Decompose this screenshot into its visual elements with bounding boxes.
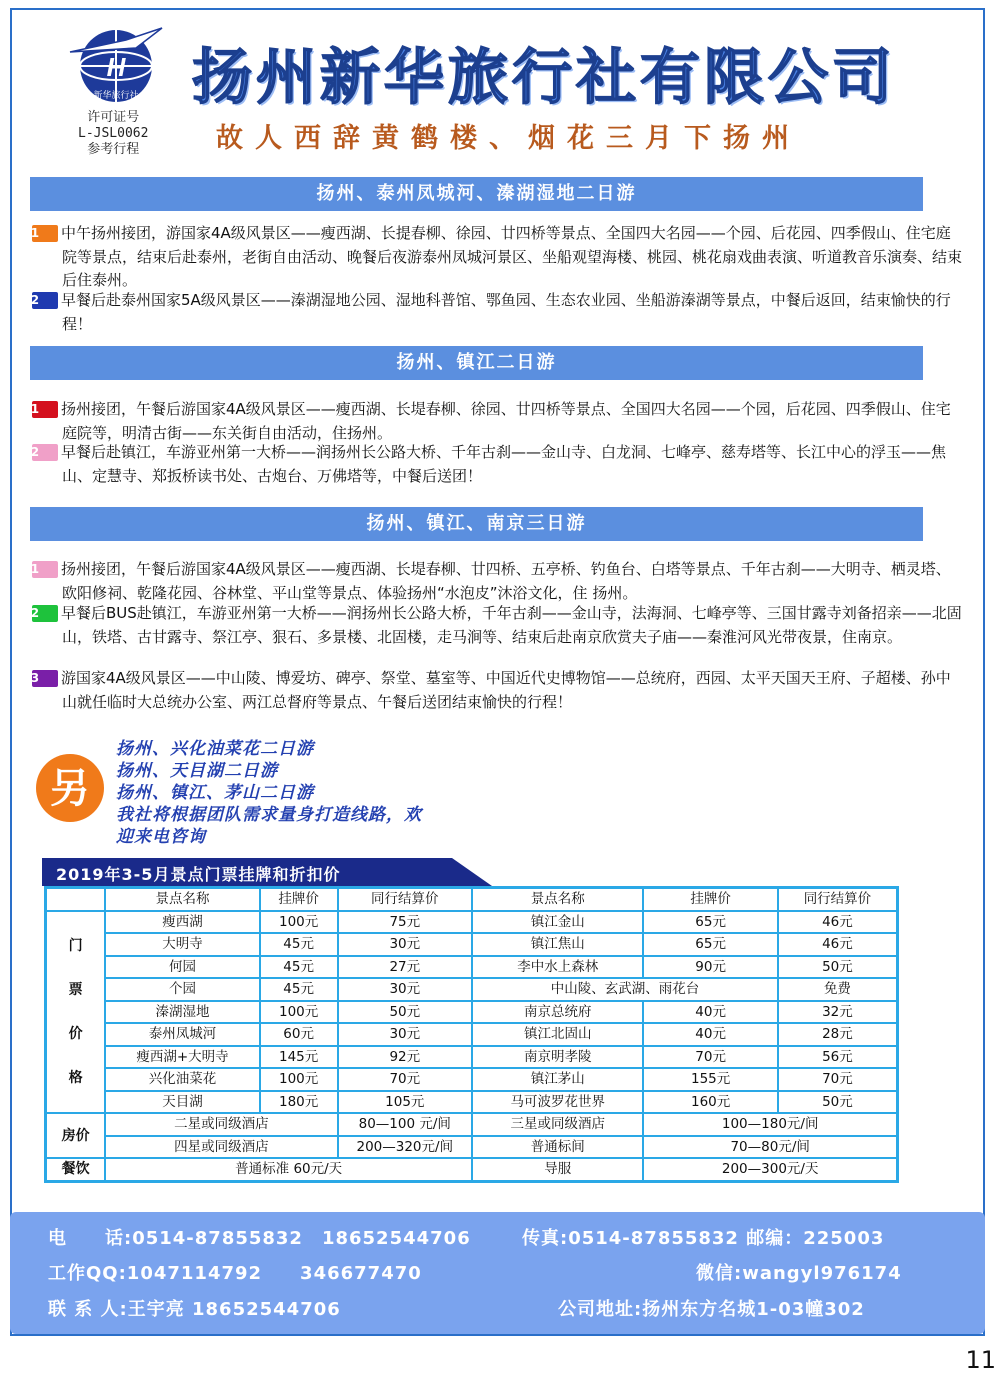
table-cell: 27元	[338, 956, 473, 979]
route-line: 扬州、镇江、茅山二日游	[116, 783, 314, 803]
other-routes-icon	[34, 752, 106, 824]
table-cell: 个园	[105, 978, 259, 1001]
table-cell: 100—180元/间	[643, 1113, 897, 1136]
contact-footer	[10, 1212, 985, 1334]
table-cell	[46, 888, 106, 911]
table-cell: 天目湖	[105, 1091, 259, 1114]
route-line: 我社将根据团队需求量身打造线路，欢	[116, 805, 422, 825]
day-badge: D1	[32, 561, 58, 578]
table-cell: 100元	[260, 911, 338, 934]
table-cell: 70—80元/间	[643, 1136, 897, 1159]
table-row	[46, 1091, 898, 1114]
itinerary-day	[20, 222, 963, 293]
day-badge: D2	[32, 605, 58, 622]
table-header: 景点名称	[472, 888, 643, 911]
day-text: 中午扬州接团，游国家4A级风景区——瘦西湖、长提春柳、徐园、廿四桥等景点、全国四大名园——个园、后花园、四季假山、住宅庭院等景点，结束后赴泰州，老街自由活动、晚餐后夜游泰州凤城河景区、坐船观望海楼、桃园、桃花扇戏曲表演、听道教音乐演奏、结束后住泰州。	[61, 224, 963, 289]
table-cell: 四星或同级酒店	[105, 1136, 337, 1159]
table-cell: 60元	[260, 1023, 338, 1046]
table-cell: 200—320元/间	[338, 1136, 473, 1159]
table-cell: 三星或同级酒店	[472, 1113, 643, 1136]
slogan: 故人西辞黄鹤楼、烟花三月下扬州	[216, 123, 801, 154]
table-cell: 200—300元/天	[643, 1158, 897, 1181]
table-header: 景点名称	[105, 888, 259, 911]
day-text: 扬州接团，午餐后游国家4A级风景区——瘦西湖、长堤春柳、廿四桥、五亭桥、钓鱼台、白塔等景点、千年古刹——大明寺、栖灵塔、欧阳修祠、乾隆花园、谷林堂、平山堂等景点、体验扬州“水泡皮”沐浴文化，住 扬州。	[61, 560, 951, 602]
table-header: 同行结算价	[338, 888, 473, 911]
table-cell: 70元	[338, 1068, 473, 1091]
day-text: 游国家4A级风景区——中山陵、博爱坊、碑亭、祭堂、墓室等、中国近代史博物馆——总统府，西园、太平天国天王府、子超楼、孙中山就任临时大总统办公室、两江总督府等景点、午餐后送团结束愉快的行程！	[61, 669, 951, 711]
itinerary-day	[20, 602, 962, 649]
wechat-info: 微信:wangyl976174	[696, 1263, 902, 1284]
table-row	[46, 1001, 898, 1024]
table-cell: 28元	[778, 1023, 898, 1046]
table-cell: 65元	[643, 933, 778, 956]
svg-text:H: H	[106, 52, 126, 82]
qq-info: 工作QQ:1047114792 346677470	[48, 1263, 422, 1284]
table-cell: 50元	[778, 1091, 898, 1114]
route-line: 扬州、兴化油菜花二日游	[116, 739, 314, 759]
section-title-1: 扬州、泰州凤城河、溱湖湿地二日游	[30, 177, 923, 211]
table-cell: 40元	[643, 1023, 778, 1046]
permit-number: L-JSL0062	[78, 126, 149, 141]
table-header-row	[46, 888, 898, 911]
table-cell: 100元	[260, 1068, 338, 1091]
company-address: 公司地址:扬州东方名城1-03幢302	[558, 1299, 865, 1320]
contact-person: 联 系 人:王宇亮 18652544706	[48, 1299, 341, 1320]
price-table	[44, 886, 899, 1183]
table-cell: 普通标准 60元/天	[105, 1158, 472, 1181]
table-cell: 145元	[260, 1046, 338, 1069]
reference-label: 参考行程	[87, 142, 140, 157]
table-cell: 46元	[778, 933, 898, 956]
logo-text: 新华旅行社	[93, 91, 139, 101]
table-cell: 中山陵、玄武湖、雨花台	[472, 978, 778, 1001]
table-cell: 镇江茅山	[472, 1068, 643, 1091]
table-cell: 镇江金山	[472, 911, 643, 934]
table-cell: 45元	[260, 933, 338, 956]
page-number: 11	[965, 1346, 996, 1374]
room-price-label: 房价	[46, 1113, 106, 1158]
table-cell: 李中水上森林	[472, 956, 643, 979]
ticket-price-label	[46, 911, 106, 1114]
section-title-3: 扬州、镇江、南京三日游	[30, 507, 923, 541]
table-cell: 30元	[338, 933, 473, 956]
day-text: 扬州接团，午餐后游国家4A级风景区——瘦西湖、长堤春柳、徐园、廿四桥等景点、全国四大名园——个园，后花园、四季假山、住宅庭院等，明清古街——东关街自由活动，住扬州。	[61, 400, 951, 442]
day-badge: D1	[32, 225, 58, 242]
table-cell: 兴化油菜花	[105, 1068, 259, 1091]
permit-label: 许可证号	[87, 110, 140, 125]
table-cell: 30元	[338, 1023, 473, 1046]
table-cell: 180元	[260, 1091, 338, 1114]
itinerary-day	[20, 441, 962, 488]
itinerary-day	[20, 289, 962, 336]
table-row	[46, 1158, 898, 1181]
table-header: 同行结算价	[778, 888, 898, 911]
day-badge: D3	[32, 670, 58, 687]
itinerary-day	[20, 667, 962, 714]
table-cell: 105元	[338, 1091, 473, 1114]
table-row	[46, 1023, 898, 1046]
table-row	[46, 1046, 898, 1069]
table-cell: 二星或同级酒店	[105, 1113, 337, 1136]
itinerary-day	[20, 558, 962, 605]
table-cell: 40元	[643, 1001, 778, 1024]
label-char: 票	[68, 981, 83, 998]
table-cell: 70元	[778, 1068, 898, 1091]
route-line: 扬州、天目湖二日游	[116, 761, 278, 781]
route-line: 迎来电咨询	[116, 827, 206, 847]
day-text: 早餐后赴泰州国家5A级风景区——溱湖湿地公园、湿地科普馆、鄂鱼园、生态农业园、坐船游溱湖等景点，中餐后返回，结束愉快的行程！	[61, 291, 951, 333]
table-cell: 普通标间	[472, 1136, 643, 1159]
section-title-2: 扬州、镇江二日游	[30, 346, 923, 380]
table-cell: 导服	[472, 1158, 643, 1181]
table-cell: 50元	[338, 1001, 473, 1024]
day-text: 早餐后赴镇江，车游亚州第一大桥——润扬州长公路大桥、千年古刹——金山寺、白龙洞、七峰亭、慈寿塔等、长江中心的浮玉——焦山、定慧寺、郑扳桥读书处、古炮台、万佛塔等，中餐后送团！	[61, 443, 947, 485]
table-cell: 马可波罗花世界	[472, 1091, 643, 1114]
permit-block	[78, 110, 148, 158]
table-cell: 溱湖湿地	[105, 1001, 259, 1024]
price-tab-title: 2019年3-5月景点门票挂牌和折扣价	[56, 865, 341, 884]
price-tab	[42, 858, 492, 886]
table-cell: 100元	[260, 1001, 338, 1024]
table-cell: 镇江北固山	[472, 1023, 643, 1046]
day-text: 早餐后BUS赴镇江，车游亚州第一大桥——润扬州长公路大桥，千年古刹——金山寺，法海洞、七峰亭等、三国甘露寺刘备招亲——北固山，铁塔、古甘露寺、祭江亭、狠石、多景楼、北固楼，走马涧等、结束后赴南京欣赏夫子庙——秦淮河风光带夜景，住南京。	[61, 604, 962, 646]
company-name: 扬州新华旅行社有限公司	[192, 43, 896, 113]
table-cell: 155元	[643, 1068, 778, 1091]
table-cell: 镇江焦山	[472, 933, 643, 956]
table-header: 挂牌价	[643, 888, 778, 911]
day-badge: D2	[32, 292, 58, 309]
other-routes-list	[116, 738, 422, 848]
phone-info: 电 话:0514-87855832 18652544706	[48, 1228, 471, 1249]
table-cell: 65元	[643, 911, 778, 934]
meal-price-label: 餐饮	[46, 1158, 106, 1181]
day-badge: D1	[32, 401, 58, 418]
table-cell: 92元	[338, 1046, 473, 1069]
table-cell: 瘦西湖+大明寺	[105, 1046, 259, 1069]
table-row	[46, 956, 898, 979]
table-cell: 160元	[643, 1091, 778, 1114]
table-cell: 免费	[778, 978, 898, 1001]
table-header: 挂牌价	[260, 888, 338, 911]
table-row	[46, 933, 898, 956]
itinerary-day	[20, 398, 962, 445]
table-cell: 30元	[338, 978, 473, 1001]
table-cell: 50元	[778, 956, 898, 979]
table-cell: 46元	[778, 911, 898, 934]
table-cell: 南京总统府	[472, 1001, 643, 1024]
table-cell: 南京明孝陵	[472, 1046, 643, 1069]
table-row	[46, 1136, 898, 1159]
label-char: 价	[68, 1025, 83, 1042]
table-cell: 80—100 元/间	[338, 1113, 473, 1136]
table-row	[46, 978, 898, 1001]
table-cell: 90元	[643, 956, 778, 979]
table-cell: 75元	[338, 911, 473, 934]
table-cell: 何园	[105, 956, 259, 979]
company-logo	[66, 22, 166, 106]
table-row	[46, 1113, 898, 1136]
table-row	[46, 1068, 898, 1091]
table-cell: 45元	[260, 956, 338, 979]
table-cell: 泰州凤城河	[105, 1023, 259, 1046]
table-row	[46, 911, 898, 934]
table-cell: 45元	[260, 978, 338, 1001]
table-cell: 70元	[643, 1046, 778, 1069]
table-cell: 大明寺	[105, 933, 259, 956]
table-cell: 瘦西湖	[105, 911, 259, 934]
other-icon-char: 另	[50, 766, 90, 812]
day-badge: D2	[32, 444, 58, 461]
fax-info: 传真:0514-87855832 邮编：225003	[522, 1228, 885, 1249]
label-char: 门	[68, 937, 83, 954]
table-cell: 56元	[778, 1046, 898, 1069]
label-char: 格	[68, 1069, 83, 1086]
table-cell: 32元	[778, 1001, 898, 1024]
